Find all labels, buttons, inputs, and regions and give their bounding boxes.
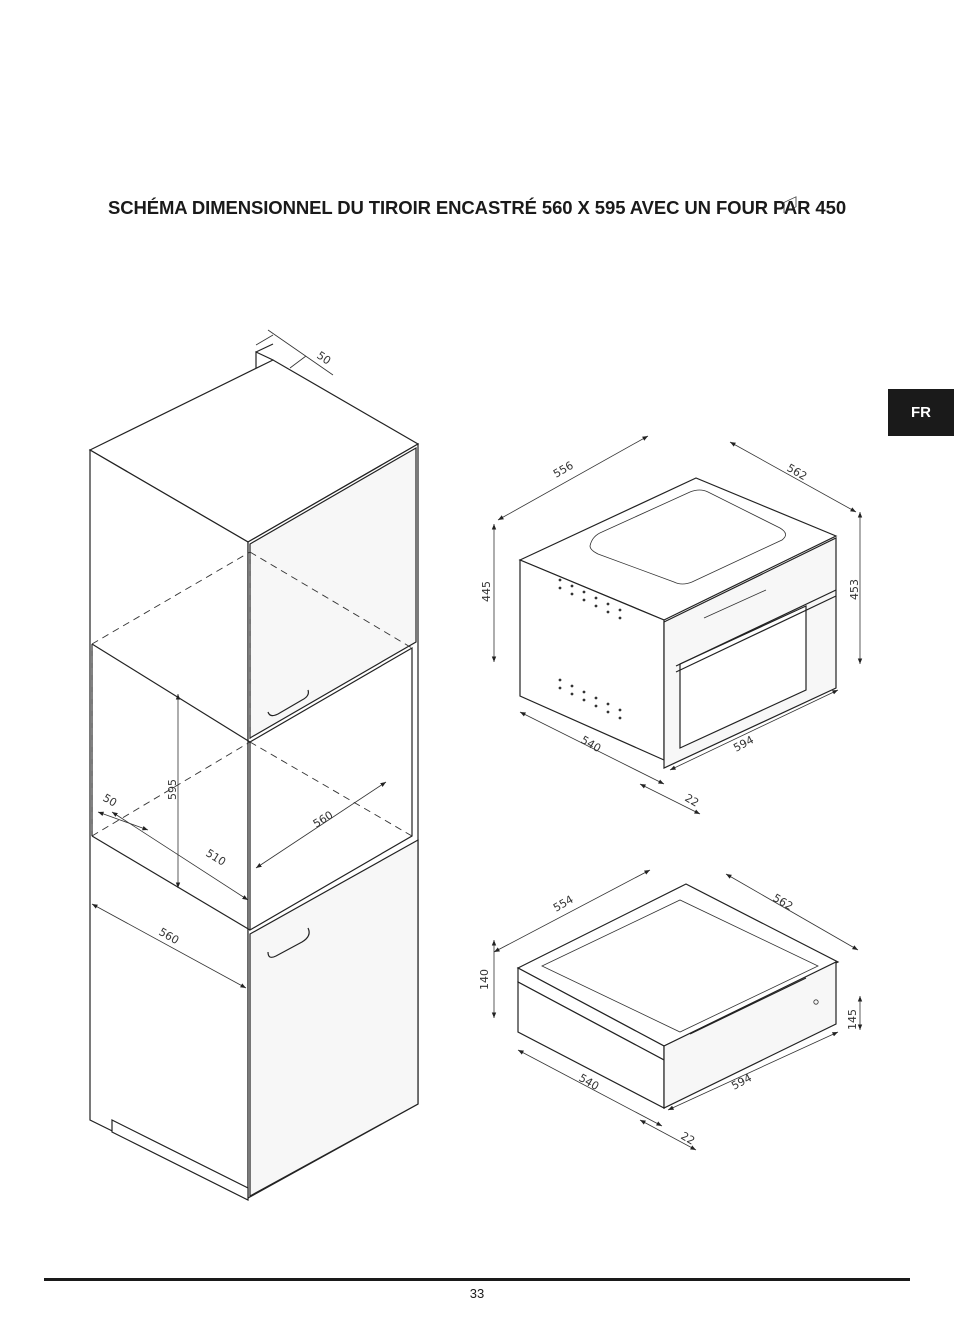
- dim-drawer-front-thickness: 22: [678, 1129, 698, 1148]
- page-number: 33: [469, 1286, 485, 1301]
- dim-drawer-width: 540: [576, 1071, 602, 1094]
- dim-drawer-side-depth: 562: [770, 891, 796, 914]
- dim-drawer-front-height: 145: [846, 1009, 859, 1030]
- language-tab[interactable]: FR: [888, 389, 954, 436]
- page-title: SCHÉMA DIMENSIONNEL DU TIROIR ENCASTRÉ 560 X 595 AVEC UN FOUR PAR 450: [107, 197, 847, 218]
- oven-display: [784, 197, 796, 213]
- dim-niche-width: 560: [310, 808, 336, 831]
- dim-niche-height: 595: [166, 779, 179, 800]
- dim-cabinet-top-depth: 50: [314, 348, 334, 368]
- dim-oven-front-height: 453: [848, 579, 861, 600]
- dim-niche-depth: 510: [203, 846, 229, 869]
- dim-oven-front-width: 594: [731, 733, 756, 755]
- dim-oven-front-thickness: 22: [682, 791, 702, 810]
- dim-base-width: 560: [156, 925, 182, 948]
- dim-drawer-height: 140: [478, 969, 491, 990]
- dim-drawer-front-width: 594: [729, 1071, 754, 1093]
- dim-oven-depth: 556: [551, 458, 576, 481]
- dim-oven-width: 540: [578, 733, 604, 756]
- dim-oven-side-depth: 562: [784, 461, 810, 484]
- drawer-drawing: [518, 884, 838, 1108]
- dim-drawer-depth: 554: [551, 892, 576, 915]
- footer-rule: [44, 1278, 910, 1281]
- cabinet-left-side: [90, 450, 248, 1198]
- dim-oven-height: 445: [480, 581, 493, 602]
- cabinet-drawing: [90, 344, 418, 1200]
- oven-drawing: [520, 197, 836, 768]
- dim-side-offset: 50: [100, 791, 120, 810]
